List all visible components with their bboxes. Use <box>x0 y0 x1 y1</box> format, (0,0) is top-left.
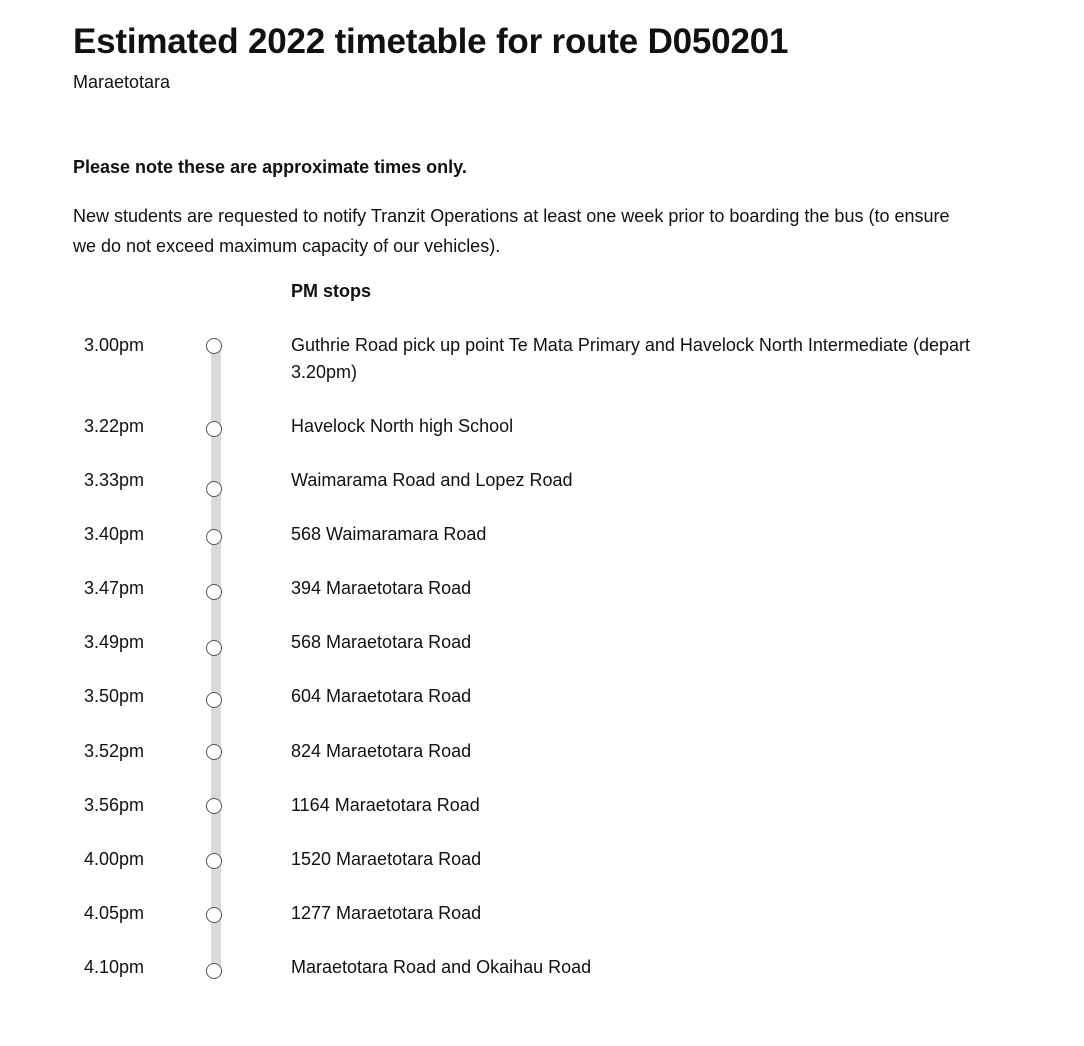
stop-circle-icon <box>206 338 222 354</box>
stop-name: 568 Waimaramara Road <box>291 524 487 544</box>
stop-circle-icon <box>206 798 222 814</box>
stop-name: 1164 Maraetotara Road <box>291 795 480 815</box>
stop-circle-icon <box>206 481 222 497</box>
stop-circle-icon <box>206 421 222 437</box>
stop-time: 3.52pm <box>84 741 145 761</box>
stop-name: 604 Maraetotara Road <box>291 686 472 706</box>
stop-name: Guthrie Road pick up point Te Mata Primary and Havelock North Intermediate (depart 3.20pm) <box>291 335 970 382</box>
stop-name: 1277 Maraetotara Road <box>291 903 482 923</box>
stop-time: 3.00pm <box>84 335 145 355</box>
stop-time: 3.49pm <box>84 632 145 652</box>
stop-time: 4.10pm <box>84 957 145 977</box>
stop-circle-icon <box>206 529 222 545</box>
stop-name: 1520 Maraetotara Road <box>291 849 482 869</box>
stop-time: 3.56pm <box>84 795 145 815</box>
stop-name: 824 Maraetotara Road <box>291 741 472 761</box>
stop-time: 3.22pm <box>84 416 145 436</box>
stop-circle-icon <box>206 853 222 869</box>
approximate-times-note: Please note these are approximate times only. <box>73 157 467 177</box>
stop-time: 4.00pm <box>84 849 145 869</box>
stop-time: 3.50pm <box>84 686 145 706</box>
stop-time: 4.05pm <box>84 903 145 923</box>
stop-name: Havelock North high School <box>291 416 514 436</box>
stop-circle-icon <box>206 640 222 656</box>
stop-circle-icon <box>206 692 222 708</box>
stop-time: 3.40pm <box>84 524 145 544</box>
stop-time: 3.47pm <box>84 578 145 598</box>
stop-name: Maraetotara Road and Okaihau Road <box>291 957 592 977</box>
stop-name: Waimarama Road and Lopez Road <box>291 470 573 490</box>
stop-circle-icon <box>206 584 222 600</box>
stop-circle-icon <box>206 744 222 760</box>
stop-circle-icon <box>206 907 222 923</box>
page-title: Estimated 2022 timetable for route D050201 <box>73 22 789 61</box>
new-students-notice: New students are requested to notify Tranzit Operations at least one week prior to boarding the bus (to ensure we do not exceed maximum capacity of our vehicles). <box>73 206 950 256</box>
stop-time: 3.33pm <box>84 470 145 490</box>
pm-stops-header: PM stops <box>291 281 372 301</box>
stop-name: 394 Maraetotara Road <box>291 578 472 598</box>
route-area-subtitle: Maraetotara <box>73 72 171 92</box>
stop-name: 568 Maraetotara Road <box>291 632 472 652</box>
stop-circle-icon <box>206 963 222 979</box>
